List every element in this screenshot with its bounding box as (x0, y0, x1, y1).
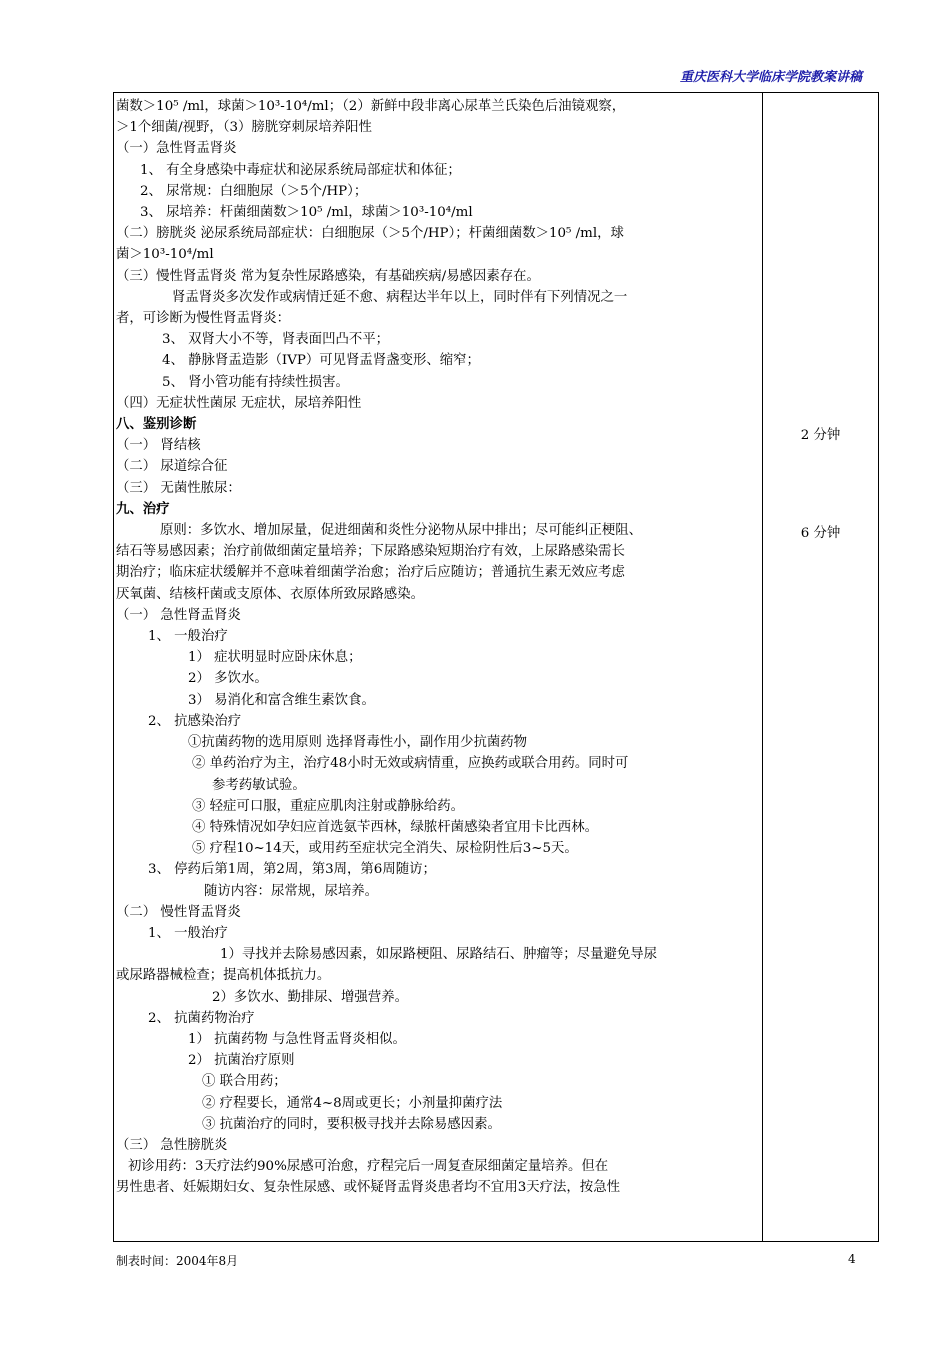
text-line: 男性患者、妊娠期妇女、复杂性尿感、或怀疑肾盂肾炎患者均不宜用3天疗法，按急性 (116, 1180, 620, 1196)
text-line: 原则：多饮水、增加尿量，促进细菌和炎性分泌物从尿中排出；尽可能纠正梗阻、 (160, 523, 643, 539)
text-line: 1）寻找并去除易感因素，如尿路梗阻、尿路结石、肿瘤等；尽量避免导尿 (220, 947, 658, 963)
text-line: 3、 双肾大小不等，肾表面凹凸不平； (162, 332, 390, 348)
text-line: ＞1个细菌/视野，（3）膀胱穿刺尿培养阳性 (116, 120, 372, 136)
time-note-2min: 2 分钟 (800, 428, 841, 443)
text-line: 者，可诊断为慢性肾盂肾炎： (116, 311, 291, 327)
text-line: 1） 抗菌药物 与急性肾盂肾炎相似。 (188, 1031, 406, 1047)
text-line: 菌＞10³-10⁴/ml (116, 247, 214, 263)
text-line: 1） 症状明显时应卧床休息； (188, 650, 362, 666)
text-line: 2） 多饮水。 (188, 671, 268, 687)
section-heading: 八、鉴别诊断 (116, 417, 197, 433)
text-line: 肾盂肾炎多次发作或病情迁延不愈、病程达半年以上，同时伴有下列情况之一 (172, 289, 628, 305)
text-line: 2） 抗菌治疗原则 (188, 1053, 295, 1069)
text-line: 3） 易消化和富含维生素饮食。 (188, 692, 375, 708)
text-line: （二） 尿道综合征 (116, 459, 228, 475)
time-note-6min: 6 分钟 (800, 526, 841, 541)
document-header: 重庆医科大学临床学院教案讲稿 (679, 70, 862, 85)
text-line: ①抗菌药物的选用原则 选择肾毒性小，副作用少抗菌药物 (188, 735, 528, 751)
text-line: 4、 静脉肾盂造影（IVP）可见肾盂肾盏变形、缩窄； (162, 353, 480, 369)
text-line: （三） 急性膀胱炎 (116, 1137, 228, 1153)
text-line: （四）无症状性菌尿 无症状，尿培养阳性 (116, 395, 362, 411)
text-line: 1、 一般治疗 (148, 925, 228, 941)
text-line: （三） 无菌性脓尿： (116, 480, 241, 496)
text-line: 5、 肾小管功能有持续性损害。 (162, 374, 349, 390)
page-number: 4 (848, 1252, 856, 1266)
text-line: 1、 一般治疗 (148, 629, 228, 645)
text-line: ③ 抗菌治疗的同时，要积极寻找并去除易感因素。 (202, 1116, 501, 1132)
text-line: ④ 特殊情况如孕妇应首选氨苄西林，绿脓杆菌感染者宜用卡比西林。 (192, 819, 598, 835)
text-line: 2、 抗感染治疗 (148, 713, 242, 729)
text-line: 或尿路器械检查；提高机体抵抗力。 (116, 968, 331, 984)
text-line: ① 联合用药； (202, 1074, 287, 1090)
lecture-content (116, 96, 758, 1199)
text-line: 厌氧菌、结核杆菌或支原体、衣原体所致尿路感染。 (116, 586, 424, 602)
text-line: （二） 慢性肾盂肾炎 (116, 904, 241, 920)
text-line: （一）急性肾盂肾炎 (116, 141, 237, 157)
text-line: 3、 停药后第1周，第2周，第3周，第6周随访； (148, 862, 436, 878)
text-line: 2、 尿常规：白细胞尿（＞5个/HP）； (140, 183, 368, 199)
text-line: （二）膀胱炎 泌尿系统局部症状：白细胞尿（＞5个/HP）；杆菌细菌数＞10⁵ /ml，球 (116, 226, 624, 242)
text-line: 2）多饮水、勤排尿、增强营养。 (212, 989, 408, 1005)
text-line: （一） 肾结核 (116, 438, 201, 454)
section-heading: 九、治疗 (116, 501, 170, 517)
text-line: 期治疗；临床症状缓解并不意味着细菌学治愈；治疗后应随访；普通抗生素无效应考虑 (116, 565, 625, 581)
text-line: 菌数＞10⁵ /ml，球菌＞10³-10⁴/ml；（2）新鲜中段非离心尿革兰氏染色后油镜观察， (116, 99, 626, 114)
text-line: ② 疗程要长，通常4~8周或更长；小剂量抑菌疗法 (202, 1095, 503, 1111)
text-line: 初诊用药：3天疗法约90%尿感可治愈，疗程完后一周复查尿细菌定量培养。但在 (128, 1159, 609, 1175)
text-line: ② 单药治疗为主，治疗48小时无效或病情重，应换药或联合用药。同时可 (192, 756, 629, 772)
text-line: （三）慢性肾盂肾炎 常为复杂性尿路感染，有基础疾病/易感因素存在。 (116, 268, 540, 284)
column-divider (762, 92, 763, 1242)
text-line: 随访内容：尿常规，尿培养。 (204, 883, 379, 899)
text-line: （一） 急性肾盂肾炎 (116, 607, 241, 623)
text-line: ⑤ 疗程10~14天，或用药至症状完全消失、尿检阴性后3~5天。 (192, 841, 578, 857)
text-line: 1、 有全身感染中毒症状和泌尿系统局部症状和体征； (140, 162, 461, 178)
footer-date: 制表时间：2004年8月 (116, 1254, 239, 1268)
text-line: 3、 尿培养：杆菌细菌数＞10⁵ /ml，球菌＞10³-10⁴/ml (140, 205, 473, 221)
text-line: 2、 抗菌药物治疗 (148, 1010, 255, 1026)
text-line: ③ 轻症可口服，重症应肌肉注射或静脉给药。 (192, 798, 465, 814)
text-line: 参考药敏试验。 (212, 777, 306, 793)
text-line: 结石等易感因素；治疗前做细菌定量培养；下尿路感染短期治疗有效，上尿路感染需长 (116, 544, 625, 560)
